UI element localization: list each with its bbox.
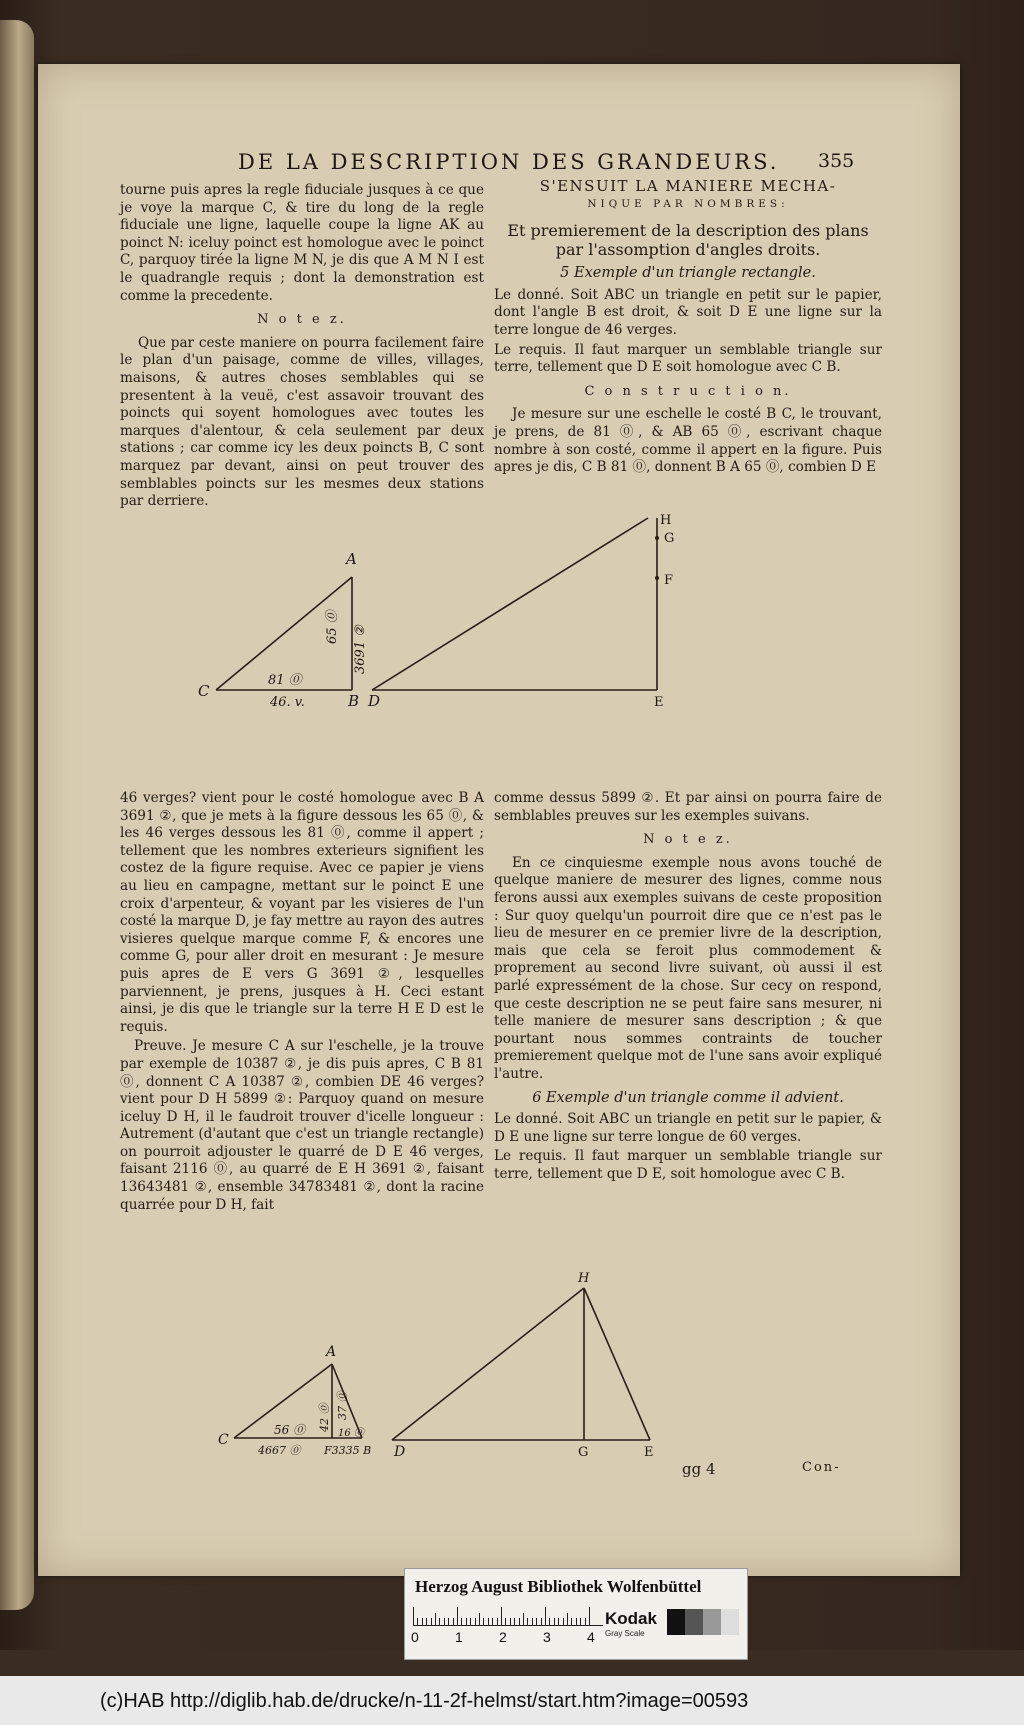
running-header (38, 150, 960, 180)
ruler-tick (519, 1618, 520, 1625)
label-G: G (664, 531, 675, 546)
notez-heading: N o t e z. (257, 312, 347, 328)
ruler-tick (457, 1607, 458, 1625)
ruler-tick (453, 1618, 454, 1625)
label-left: 56 ⓪ (274, 1423, 306, 1437)
label-A: A (326, 1344, 337, 1360)
copyright-url: (c)HAB http://diglib.hab.de/drucke/n-11-2f-helmst/start.htm?image=00593 (100, 1690, 749, 1712)
ruler-tick (501, 1607, 502, 1625)
label-mid: 42 ⓪ (318, 1403, 331, 1432)
gray-swatch-black (667, 1609, 685, 1635)
gray-swatch-light (721, 1609, 739, 1635)
copyright-footer (0, 1676, 1024, 1725)
label-H: H (660, 513, 672, 528)
label-ext-base: 46. v. (270, 695, 305, 710)
ruler-tick (431, 1618, 432, 1625)
ruler-tick (563, 1618, 564, 1625)
gray-swatch-dark (685, 1609, 703, 1635)
ruler-tick (510, 1618, 511, 1625)
label-E: E (644, 1445, 654, 1460)
ruler-tick (532, 1618, 533, 1625)
ruler-tick (479, 1613, 480, 1625)
ruler (413, 1607, 603, 1626)
paragraph: tourne puis apres la regle fiduciale jusques à ce que je voye la marque C, & tire du long de la regle fiduciale une ligne, laquelle coupe la ligne AK au poinct N: iceluy poinct est homologue avec le poinct C, parquoy tirée la ligne M N, je dis que A M N I est le quadrangle requis ; dont la demonstration est comme la precedente. (120, 182, 484, 304)
label-ext-left: 4667 ⓪ (258, 1444, 301, 1457)
ruler-tick (488, 1618, 489, 1625)
previous-page-edge (0, 20, 34, 1610)
library-name: Herzog August Bibliothek Wolfenbüttel (415, 1577, 702, 1596)
ruler-tick (461, 1618, 462, 1625)
catchword: Con- (802, 1460, 841, 1475)
ruler-tick (571, 1618, 572, 1625)
ruler-tick (527, 1618, 528, 1625)
section-heading-cont: NIQUE PAR NOMBRES: (587, 197, 789, 210)
label-C: C (198, 682, 210, 700)
label-A: A (346, 550, 357, 568)
paragraph-requis: Le requis. Il faut marquer un semblable triangle sur terre, tellement que D E soit homologue avec C B. (494, 341, 882, 376)
label-C: C (218, 1432, 229, 1448)
label-base-81: 81 ⓪ (268, 673, 302, 688)
label-B: B (348, 692, 360, 710)
ruler-number: 1 (455, 1629, 463, 1645)
right-column-top (494, 178, 882, 479)
label-ext-height: 3691 ② (353, 625, 368, 674)
ruler-tick (585, 1618, 586, 1625)
kodak-logo: Kodak (605, 1609, 657, 1628)
ruler-number: 4 (587, 1629, 595, 1645)
ruler-tick (426, 1618, 427, 1625)
paragraph: En ce cinquiesme exemple nous avons touché de quelque maniere de mesurer des lignes, comme nous ferons aussi aux exemples suivans de ceste proposition : Sur quoy quelqu'un pourroit dire que ce n'est pas le lieu de mesurer en ce premier livre de la description, mais que cela se feroit plus commodement & proprement au second livre suivant, où aussi il est parlé expressément de la chose. Sur cecy on respond, que ceste description ne se peut faire sans mesurer, ni telle maniere de mesurer sans description ; & que pourtant nous sommes contraints de toucher premierement quelque mot de l'une sans avoir expliqué l'autre. (494, 854, 882, 1082)
ruler-tick (576, 1618, 577, 1625)
ruler-tick (580, 1618, 581, 1625)
paragraph-preuve: Preuve. Je mesure C A sur l'eschelle, je la trouve par exemple de 10387 ②, je dis puis apres, C B 81 ⓪, donnent C A 10387 ②, combien DE 46 verges? vient pour D H 5899 ②: Parquoy quand on mesure iceluy D H, il le faudroit trouver d'icelle longueur : Autrement (d'autant que c'est un triangle rectangle) on pourroit adjouster le quarré de D E 46 verges, faisant 2116 ⓪, au quarré de E H 3691 ②, faisant 13643481 ②, ensemble 34783481 ②, dont la racine quarrée pour D H, fait (120, 1038, 484, 1213)
construction-heading: C o n s t r u c t i o n. (584, 383, 792, 399)
ruler-number: 3 (543, 1629, 551, 1645)
signature-mark: gg 4 (682, 1460, 716, 1478)
right-column-middle (494, 790, 882, 1185)
ruler-tick (505, 1618, 506, 1625)
ruler-number: 2 (499, 1629, 507, 1645)
paragraph: Je mesure sur une eschelle le costé B C, le trouvant, je prens, de 81 ⓪, & AB 65 ⓪, escrivant chaque nombre à son costé, comme il appert en la figure. Puis apres je dis, C B 81 ⓪, donnent B A 65 ⓪, combien D E (494, 406, 882, 476)
left-column-middle (120, 790, 484, 1216)
ruler-tick (554, 1618, 555, 1625)
figure-2 (218, 1194, 778, 1484)
example-5-title: 5 Exemple d'un triangle rectangle. (560, 265, 816, 282)
figure-1 (198, 504, 808, 764)
left-column-top (120, 182, 484, 513)
notez-heading: N o t e z. (643, 832, 733, 848)
subheading: Et premierement de la description des plans par l'assomption d'angles droits. (507, 221, 869, 260)
label-G: G (578, 1445, 589, 1460)
ruler-tick (483, 1618, 484, 1625)
label-height-65: 65 ⓪ (325, 610, 340, 644)
ruler-tick (422, 1618, 423, 1625)
ruler-tick (475, 1618, 476, 1625)
ruler-tick (497, 1618, 498, 1625)
ruler-tick (567, 1613, 568, 1625)
example-6-title: 6 Exemple d'un triangle comme il advient. (532, 1089, 844, 1106)
reference-card (404, 1568, 748, 1660)
paragraph-donne: Le donné. Soit ABC un triangle en petit sur le papier, dont l'angle B est droit, & soit D E une ligne sur la terre longue de 46 verges. (494, 286, 882, 338)
ruler-tick (466, 1618, 467, 1625)
running-title: DE LA DESCRIPTION DES GRANDEURS. (238, 150, 780, 174)
ruler-tick (536, 1618, 537, 1625)
paragraph: 46 verges? vient pour le costé homologue avec B A 3691 ②, que je mets à la figure dessous les 65 ⓪, & les 46 verges dessous les 81 ⓪, comme il appert ; tellement que les nombres exterieurs signifient les costez de la figure requise. Avec ce papier je viens au lieu en campagne, mettant sur le poinct E une croix d'arpenteur, & voyant par les visieres de l'un costé la marque D, je fay mettre au rayon des autres visieres quelque marque comme F, & encores une comme G, pour aller droit en mesurant : Je mesure puis apres de E vers G 3691 ②, lesquelles parviennent, je prens, jusques à H. Ceci estant ainsi, je dis que le triangle sur la terre H E D est le requis. (120, 790, 484, 1035)
page-number: 355 (818, 150, 855, 172)
ruler-tick (558, 1618, 559, 1625)
ruler-tick (439, 1618, 440, 1625)
label-D: D (368, 692, 381, 710)
label-small-base: 16 ⓪ (338, 1428, 364, 1439)
label-F: F (664, 573, 674, 588)
ruler-tick (523, 1613, 524, 1625)
paragraph: comme dessus 5899 ②. Et par ainsi on pourra faire de semblables preuves sur les exemples suivans. (494, 790, 882, 824)
ruler-tick (514, 1618, 515, 1625)
section-heading: S'ENSUIT LA MANIERE MECHA- (539, 177, 837, 195)
gray-swatch-mid (703, 1609, 721, 1635)
paragraph-requis: Le requis. Il faut marquer un semblable triangle sur terre, tellement que D E, soit homologue avec C B. (494, 1148, 882, 1182)
ruler-tick (589, 1607, 590, 1625)
ruler-tick (417, 1618, 418, 1625)
label-H: H (578, 1271, 590, 1286)
ruler-tick (549, 1618, 550, 1625)
ruler-tick (413, 1607, 414, 1625)
ruler-tick (545, 1607, 546, 1625)
book-page (38, 64, 960, 1576)
paragraph-donne: Le donné. Soit ABC un triangle en petit sur le papier, & D E une ligne sur terre longue de 60 verges. (494, 1111, 882, 1145)
ruler-tick (492, 1618, 493, 1625)
label-ext-right: F3335 B (324, 1444, 372, 1457)
ruler-tick (448, 1618, 449, 1625)
ruler-number: 0 (411, 1629, 419, 1645)
label-D: D (394, 1444, 406, 1460)
ruler-tick (470, 1618, 471, 1625)
label-right: 37 ⓪ (336, 1391, 349, 1420)
gray-scale-label: Gray Scale (605, 1629, 645, 1638)
ruler-tick (541, 1618, 542, 1625)
paragraph: Que par ceste maniere on pourra facilement faire le plan d'un paisage, comme de villes, villages, maisons, & autres choses semblables qui se presentent à la veuë, c'est assavoir trouvant des poincts qui soyent homologues avec toutes les marques d'alentour, & cela seulement par deux stations ; car comme icy les deux poincts B, C sont marquez par devant, ainsi on peut trouver des semblables poincts sur les mesmes deux stations par derriere. (120, 334, 484, 510)
ruler-tick (444, 1618, 445, 1625)
ruler-tick (435, 1613, 436, 1625)
label-E: E (654, 695, 664, 710)
